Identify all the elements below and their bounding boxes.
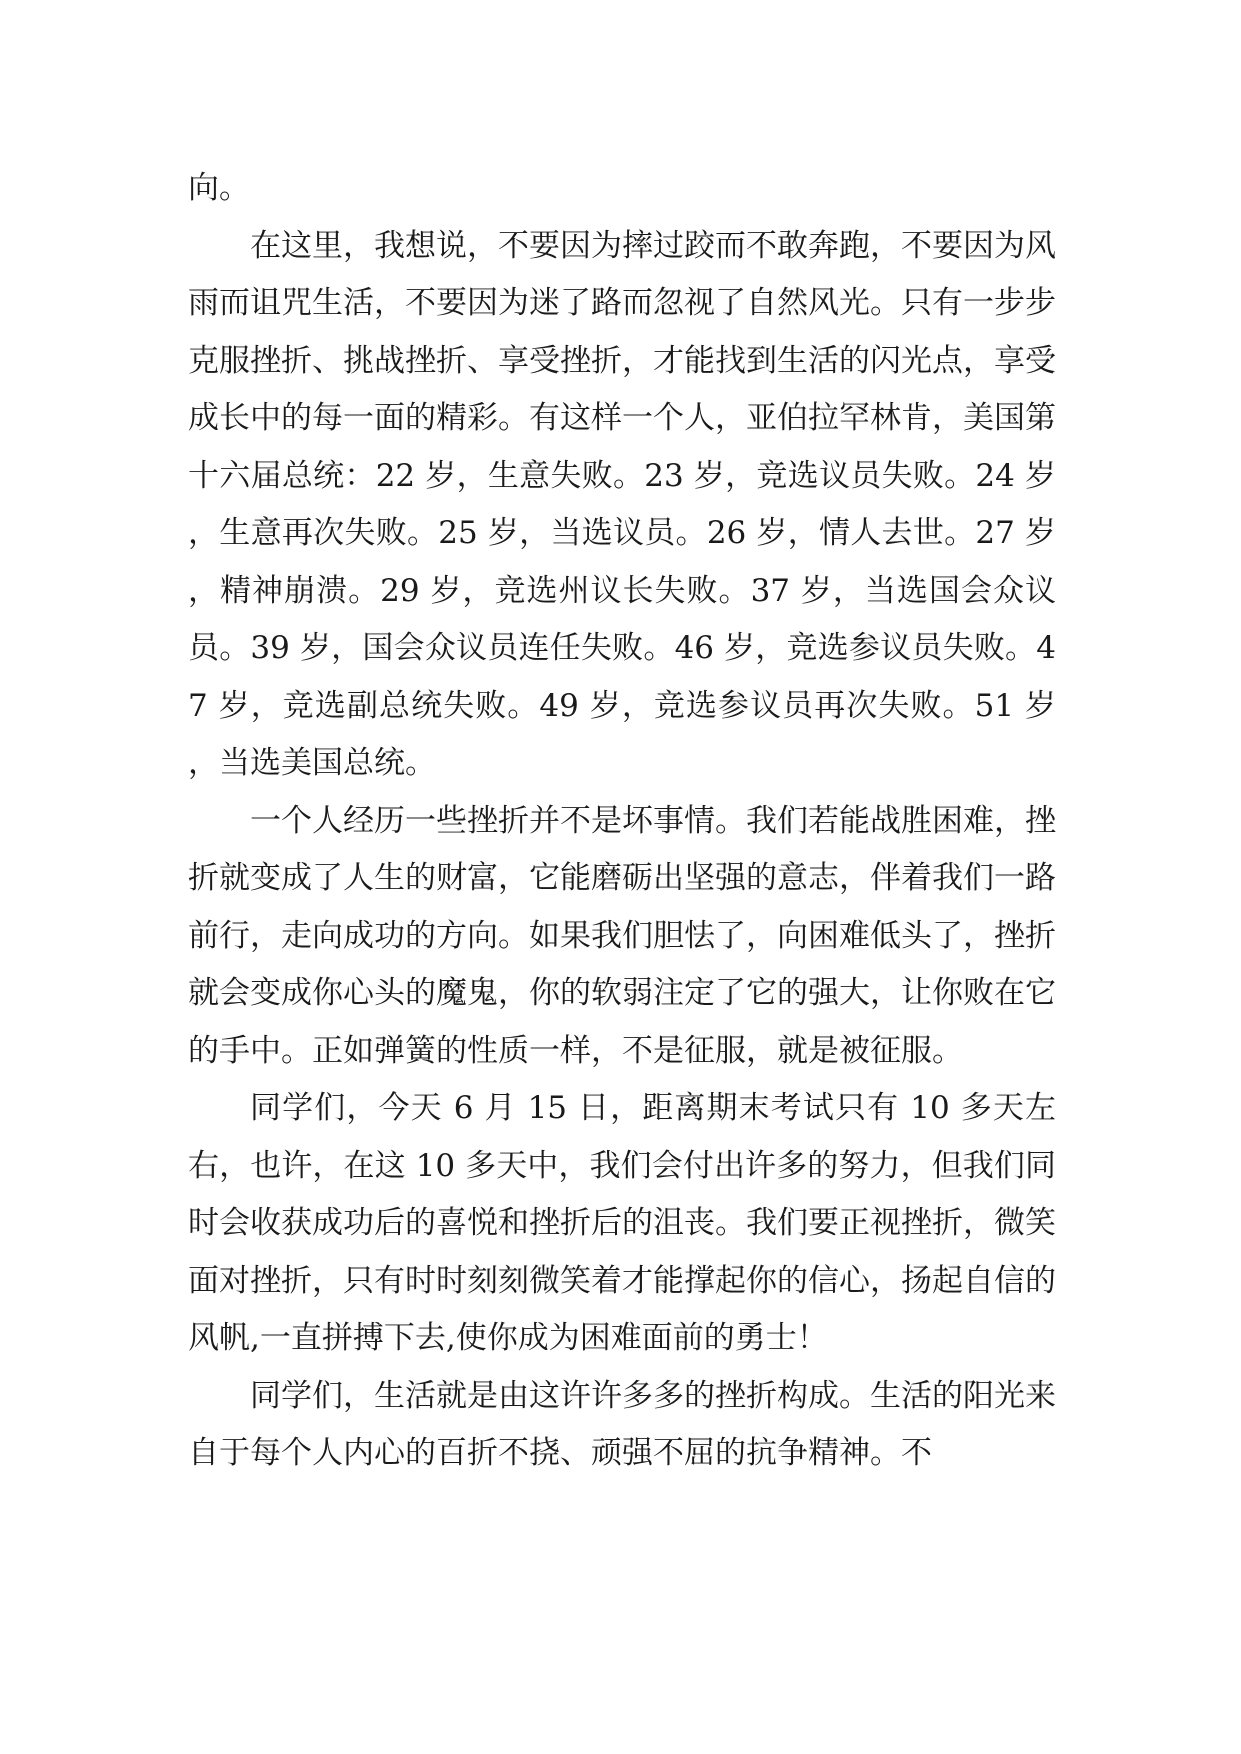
paragraph-life: 同学们，生活就是由这许许多多的挫折构成。生活的阳光来自于每个人内心的百折不挠、顽强不屈的抗争精神。不 [188, 1377, 1056, 1471]
paragraph-lincoln: 在这里，我想说，不要因为摔过跤而不敢奔跑，不要因为风雨而诅咒生活，不要因为迷了路而忽视了自然风光。只有一步步克服挫折、挑战挫折、享受挫折，才能找到生活的闪光点，享受成长中的每一面的精彩。有这样一个人，亚伯拉罕林肯，美国第十六届总统：22 岁，生意失败。23 岁，竞选议员失败。24 岁，生意再次失败。25 岁，当选议员。26 岁，情人去世。27 岁，精神崩溃。29 岁，竞选州议长失败。37 岁，当选国会众议员。39 岁，国会众议员连任失败。46 岁，竞选参议员失败。47 岁，竞选副总统失败。49 岁，竞选参议员再次失败。51 岁，当选美国总统。 [188, 227, 1056, 781]
paragraph-exam: 同学们，今天 6 月 15 日，距离期末考试只有 10 多天左右，也许，在这 10 多天中，我们会付出许多的努力，但我们同时会收获成功后的喜悦和挫折后的沮丧。我们要正视挫折，微笑面对挫折，只有时时刻刻微笑着才能撑起你的信心，扬起自信的风帆,一直拼搏下去,使你成为困难面前的勇士！ [188, 1090, 1056, 1356]
paragraph-continuation: 向。 [188, 170, 250, 206]
document-body [188, 160, 1056, 1483]
paragraph-setbacks: 一个人经历一些挫折并不是坏事情。我们若能战胜困难，挫折就变成了人生的财富，它能磨砺出坚强的意志，伴着我们一路前行，走向成功的方向。如果我们胆怯了，向困难低头了，挫折就会变成你心头的魔鬼，你的软弱注定了它的强大，让你败在它的手中。正如弹簧的性质一样，不是征服，就是被征服。 [188, 802, 1056, 1069]
